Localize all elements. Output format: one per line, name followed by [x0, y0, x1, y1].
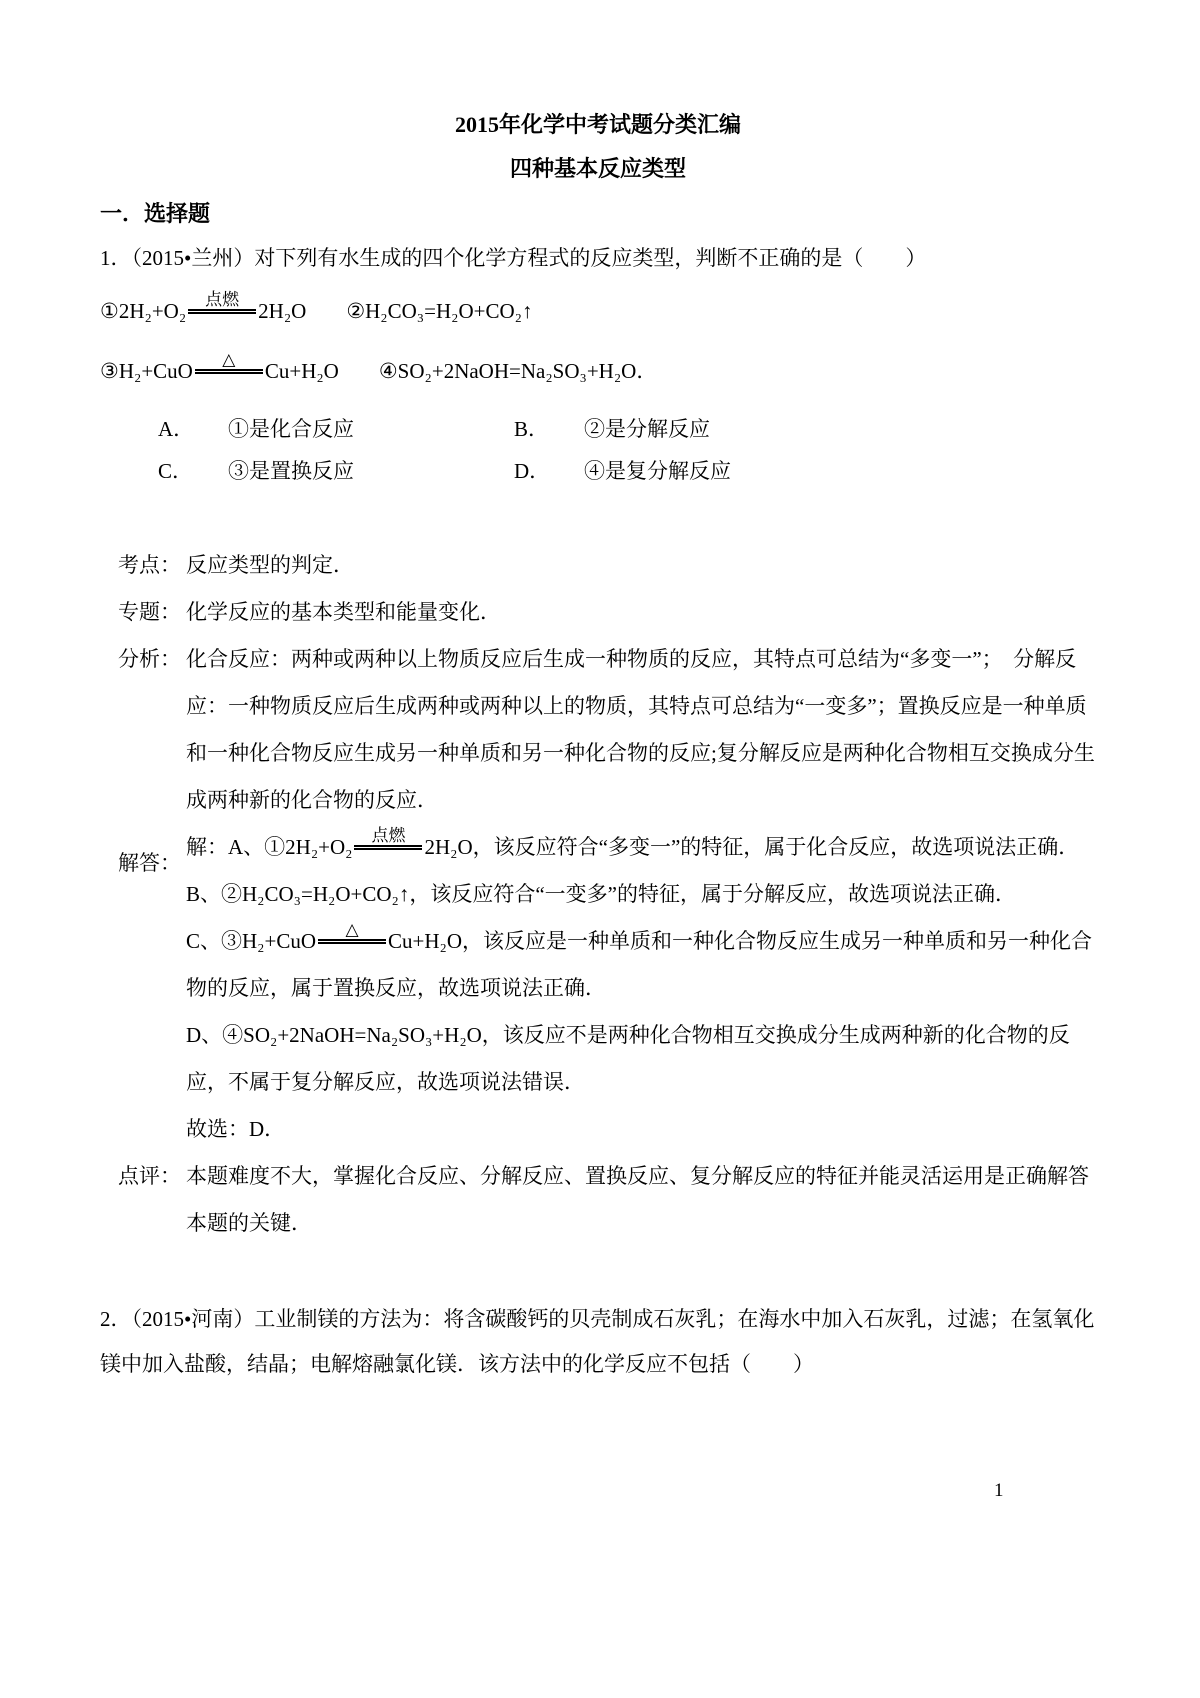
jieda-step-a: [186, 824, 1096, 871]
equation-3-left: ③H₂+CuO: [100, 359, 193, 383]
equation-1: [100, 290, 306, 328]
document-title: 2015年化学中考试题分类汇编: [454, 112, 741, 137]
equation-2: ②H₂CO₃=H₂O+CO₂↑: [346, 299, 533, 323]
option-b-text: ②是分解反应: [584, 417, 710, 441]
double-line: [354, 845, 422, 850]
jieda-step-a-post: 2H₂O，该反应符合“多变一”的特征，属于化合反应，故选项说法正确．: [424, 835, 1080, 859]
fenxi-content: 化合反应：两种或两种以上物质反应后生成一种物质的反应，其特点可总结为“多变一”； 分解反应：一种物质反应后生成两种或两种以上的物质，其特点可总结为“一变多”；置换反应是一种单质和一种化合物反应生成另一种单质和另一种化合物的反应;复分解反应是两种化合物相互交换成分生成两种新的化合物的反应．: [186, 647, 1095, 812]
jieda-conclusion: 故选：D．: [186, 1117, 286, 1141]
option-a: [158, 414, 514, 444]
reaction-condition-label: △: [222, 350, 236, 369]
dianping-content: 本题难度不大，掌握化合反应、分解反应、置换反应、复分解反应的特征并能灵活运用是正确解答本题的关键．: [186, 1164, 1089, 1235]
equation-3: [100, 350, 339, 388]
jieda-content: [186, 824, 1096, 1153]
question-1-equation-row-1: [100, 290, 1096, 328]
option-c-label: C．: [158, 459, 194, 483]
equation-1-left: ①2H₂+O₂: [100, 299, 187, 323]
jieda-step-b: B、②H₂CO₃=H₂O+CO₂↑，该反应符合“一变多”的特征，属于分解反应，故选项说法正确．: [186, 882, 1016, 906]
reaction-condition-ignite: [188, 290, 256, 314]
zhuanti-label: 专题：: [118, 600, 181, 624]
question-1-options-row-1: [158, 414, 1096, 444]
jieda-label: 解答：: [118, 851, 181, 875]
reaction-condition-label: 点燃: [205, 290, 240, 309]
kaodian-label: 考点：: [118, 553, 181, 577]
dianping-label: 点评：: [118, 1164, 181, 1188]
jieda-step-d: D、④SO₂+2NaOH=Na₂SO₃+H₂O，该反应不是两种化合物相互交换成分生成两种新的化合物的反应，不属于复分解反应，故选项说法错误．: [186, 1023, 1070, 1094]
fenxi-label: 分析：: [118, 647, 181, 671]
double-line: [195, 369, 263, 374]
equation-3-right: Cu+H₂O: [264, 359, 339, 383]
jieda-step-c-pre: C、③H₂+CuO: [186, 929, 317, 953]
option-d-text: ④是复分解反应: [584, 459, 731, 483]
question-1-options-row-2: [158, 456, 1096, 486]
equation-1-right: 2H₂O: [258, 299, 307, 323]
jieda-step-c-post: Cu+H₂O，该反应是一种单质和一种化合物反应生成另一种单质和另一种化合物的反应，属于置换反应，故选项说法正确．: [186, 929, 1093, 1000]
document-subtitle: 四种基本反应类型: [509, 156, 686, 181]
answer-analysis-block: [118, 542, 1096, 1247]
section-heading: 一．选择题: [100, 201, 211, 226]
question-1-stem: 1．（2015•兰州）对下列有水生成的四个化学方程式的反应类型，判断不正确的是（ ）: [100, 246, 927, 270]
dianping-row: [118, 1153, 1096, 1247]
option-c: [158, 456, 514, 486]
reaction-condition-heat: [195, 350, 263, 374]
jieda-step-c: [186, 918, 1096, 1012]
question-1-equation-row-2: [100, 350, 1096, 388]
kaodian-row: [118, 542, 1096, 589]
reaction-condition-label: 点燃: [371, 826, 406, 845]
reaction-condition-heat: [318, 920, 386, 944]
option-c-text: ③是置换反应: [228, 459, 354, 483]
zhuanti-content: 化学反应的基本类型和能量变化．: [186, 600, 501, 624]
question-2-stem: 2．（2015•河南）工业制镁的方法为：将含碳酸钙的贝壳制成石灰乳；在海水中加入石灰乳，过滤；在氢氧化镁中加入盐酸，结晶；电解熔融氯化镁．该方法中的化学反应不包括（ ）: [100, 1307, 1095, 1376]
jieda-step-a-pre: 解：A、①2H₂+O₂: [186, 835, 353, 859]
option-a-label: A．: [158, 417, 195, 441]
option-a-text: ①是化合反应: [228, 417, 354, 441]
option-d-label: D．: [514, 459, 551, 483]
option-b-label: B．: [514, 417, 550, 441]
option-b: [514, 414, 870, 444]
fenxi-row: [118, 636, 1096, 824]
double-line: [318, 939, 386, 944]
page-number: 1: [994, 1480, 1004, 1501]
zhuanti-row: [118, 589, 1096, 636]
jieda-row: [118, 824, 1096, 1153]
kaodian-content: 反应类型的判定．: [186, 553, 354, 577]
double-line: [188, 309, 256, 314]
equation-4: ④SO₂+2NaOH=Na₂SO₃+H₂O．: [378, 359, 658, 383]
reaction-condition-label: △: [345, 920, 359, 939]
option-d: [514, 456, 870, 486]
reaction-condition-ignite: [354, 826, 422, 850]
